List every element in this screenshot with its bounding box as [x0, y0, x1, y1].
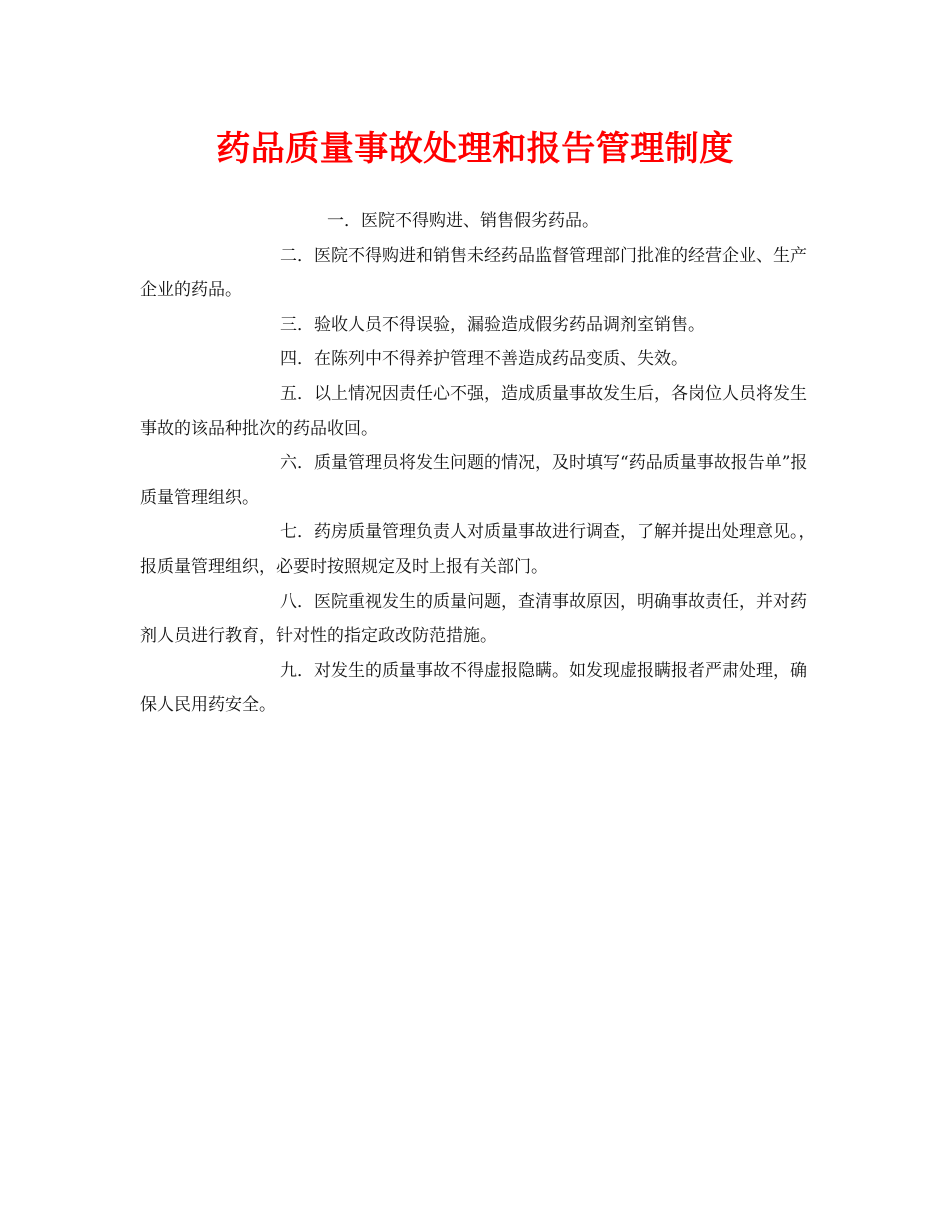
paragraph-7: 七．药房质量管理负责人对质量事故进行调查，了解并提出处理意见。，报质量管理组织，必要时按照规定及时上报有关部门。 [140, 522, 816, 577]
paragraph-8: 八．医院重视发生的质量问题，查清事故原因，明确事故责任，并对药剂人员进行教育，针对性的指定政改防范措施。 [140, 591, 807, 647]
paragraph-5: 五．以上情况因责任心不强，造成质量事故发生后，各岗位人员将发生事故的该品种批次的药品收回。 [140, 383, 807, 439]
paragraph-1: 一．医院不得购进、销售假劣药品。 [327, 211, 599, 231]
paragraph-3: 三．验收人员不得误验，漏验造成假劣药品调剂室销售。 [280, 314, 705, 335]
document-title: 药品质量事故处理和报告管理制度 [216, 129, 734, 169]
document-body [140, 204, 820, 723]
paragraph-6: 六．质量管理员将发生问题的情况，及时填写“药品质量事故报告单”报质量管理组织。 [140, 453, 808, 508]
paragraph-4: 四．在陈列中不得养护管理不善造成药品变质、失效。 [280, 349, 688, 370]
paragraph-9: 九．对发生的质量事故不得虚报隐瞒。如发现虚报瞒报者严肃处理，确保人民用药安全。 [140, 660, 807, 716]
paragraph-2: 二．医院不得购进和销售未经药品监督管理部门批准的经营企业、生产企业的药品。 [140, 245, 807, 301]
